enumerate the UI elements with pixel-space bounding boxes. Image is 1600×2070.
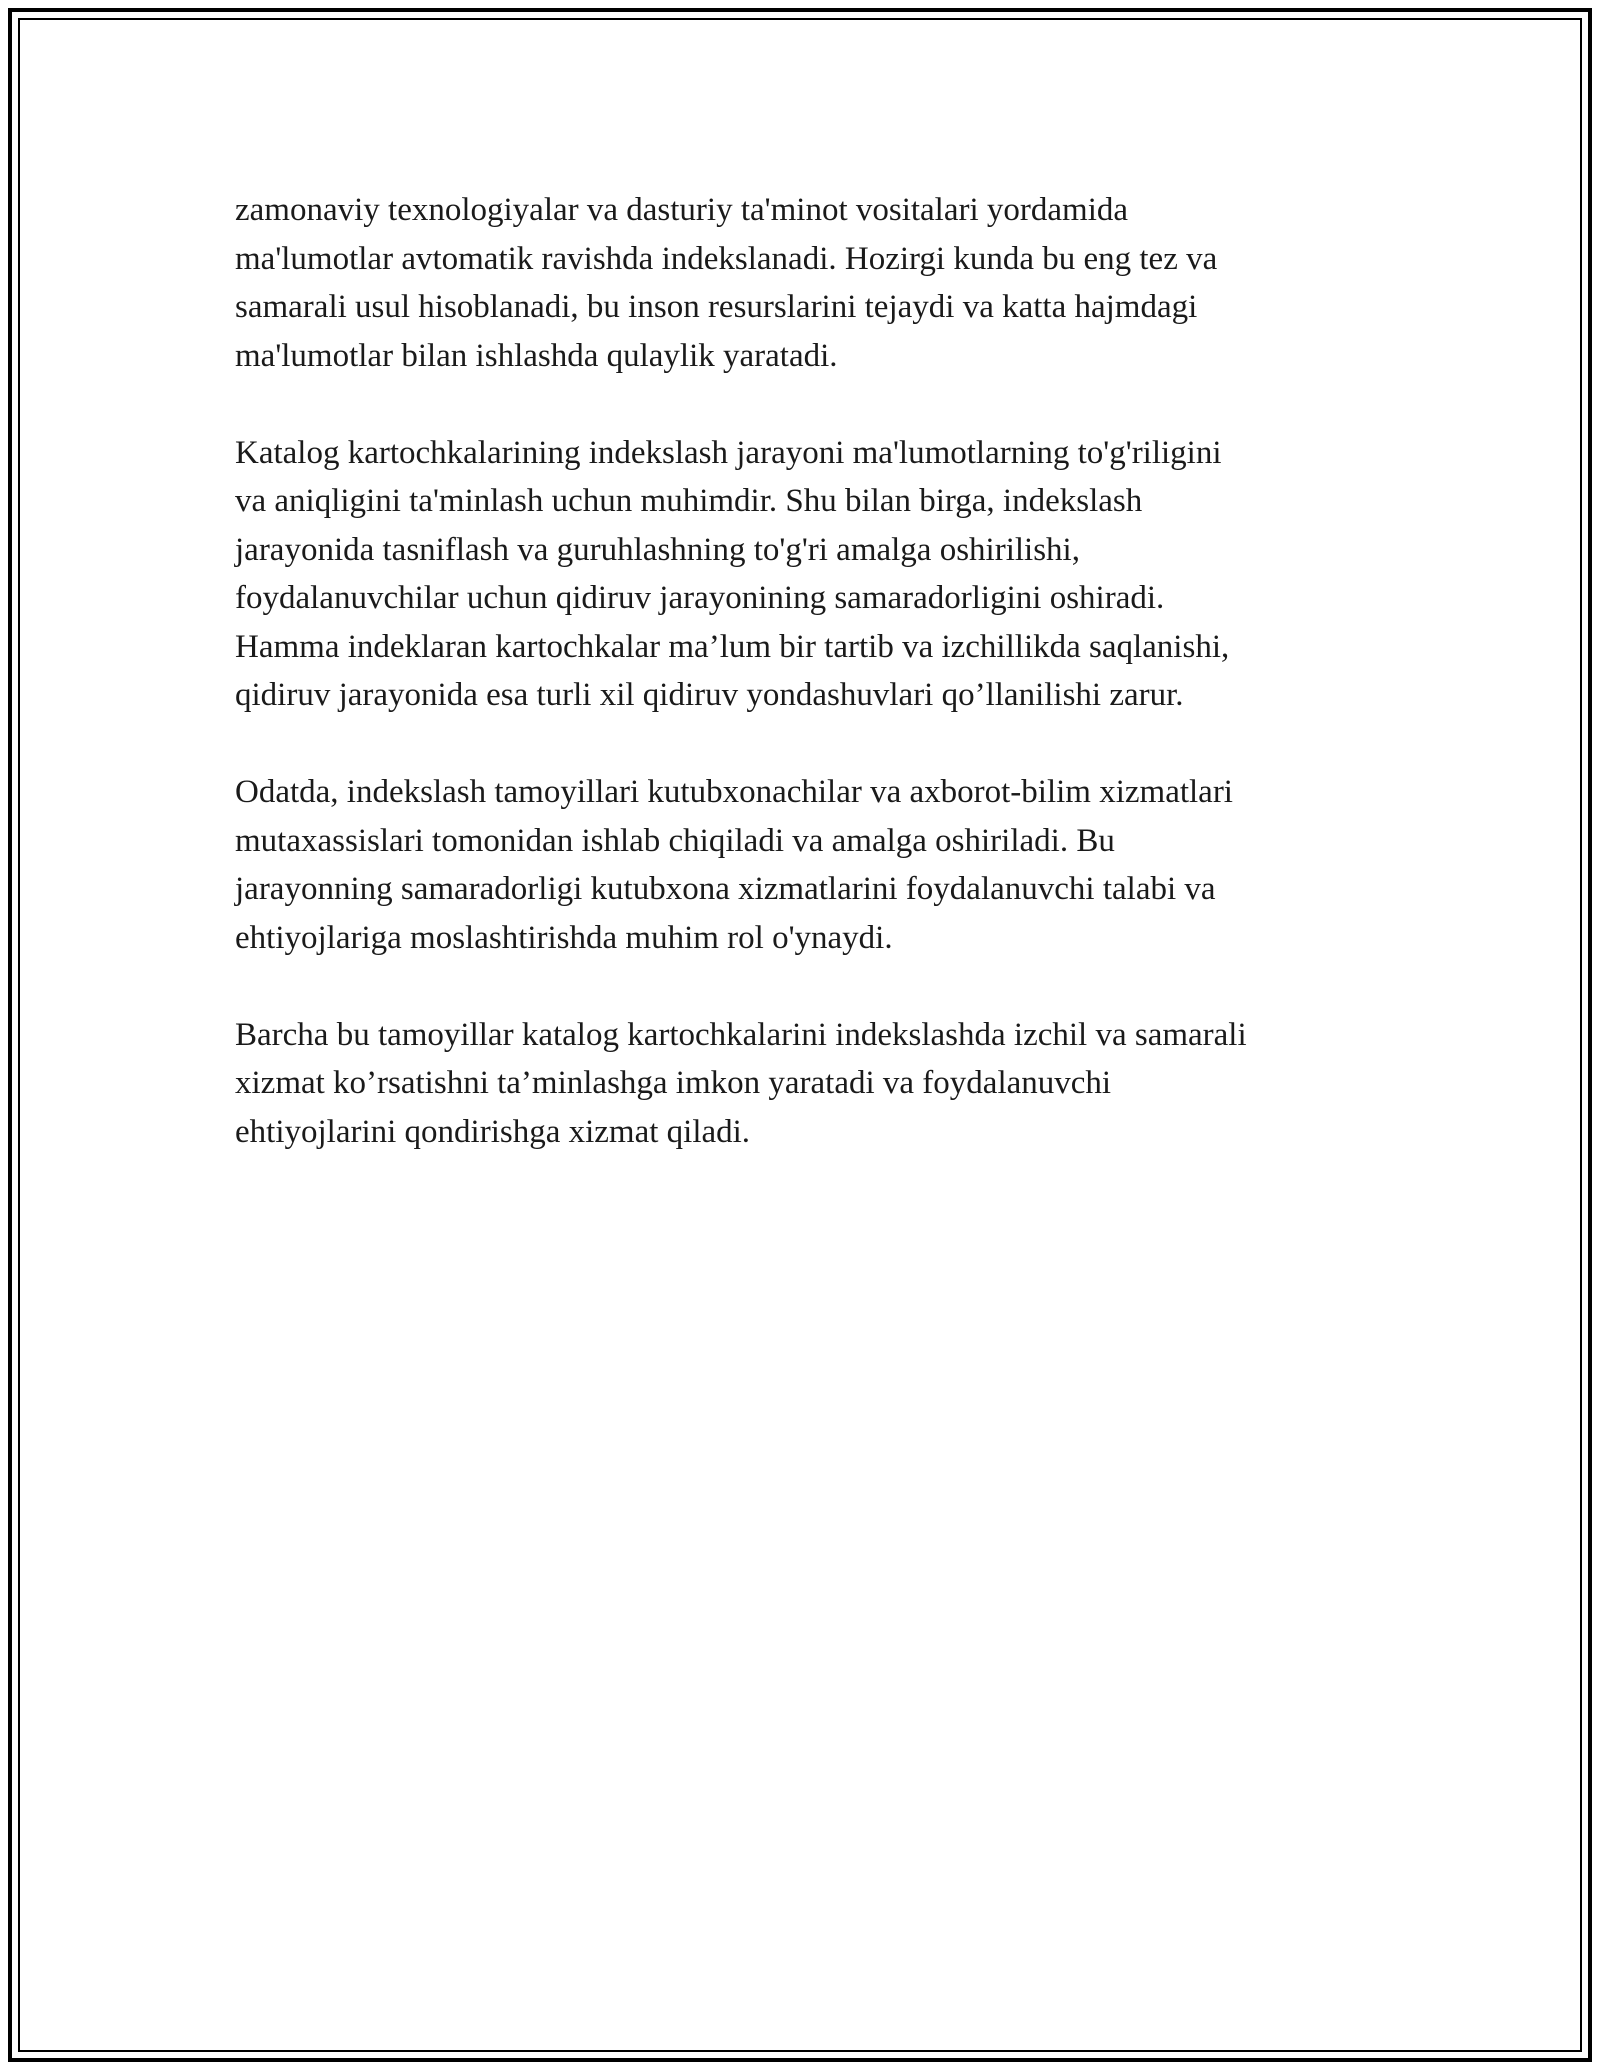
paragraph: zamonaviy texnologiyalar va dasturiy ta'minot vositalari yordamida ma'lumotlar avtomatik ravishda indekslanadi. Hozirgi kunda bu eng tez va samarali usul hisoblanadi, bu inson resurslarini tejaydi va katta hajmdagi ma'lumotlar bilan ishlashda qulaylik yaratadi. xyxy=(235,192,1218,374)
paragraph: Barcha bu tamoyillar katalog kartochkalarini indekslashda izchil va samarali xizmat ko’rsatishni ta’minlashga imkon yaratadi va foydalanuvchi ehtiyojlarini qondirishga xizmat qiladi. xyxy=(235,1016,1247,1150)
document-body xyxy=(235,186,1395,1205)
paragraph: Katalog kartochkalarining indekslash jarayoni ma'lumotlarning to'g'riligini va aniqligini ta'minlash uchun muhimdir. Shu bilan birga, indekslash jarayonida tasniflash va guruhlashning to'g'ri amalga oshirilishi, foydalanuvchilar uchun qidiruv jarayonining samaradorligini oshiradi. Hamma indeklaran kartochkalar ma’lum bir tartib va izchillikda saqlanishi, qidiruv jarayonida esa turli xil qidiruv yondashuvlari qo’llanilishi zarur. xyxy=(235,434,1230,713)
paragraph: Odatda, indekslash tamoyillari kutubxonachilar va axborot-bilim xizmatlari mutaxassislari tomonidan ishlab chiqiladi va amalga oshiriladi. Bu jarayonning samaradorligi kutubxona xizmatlarini foydalanuvchi talabi va ehtiyojlariga moslashtirishda muhim rol o'ynaydi. xyxy=(235,774,1233,956)
